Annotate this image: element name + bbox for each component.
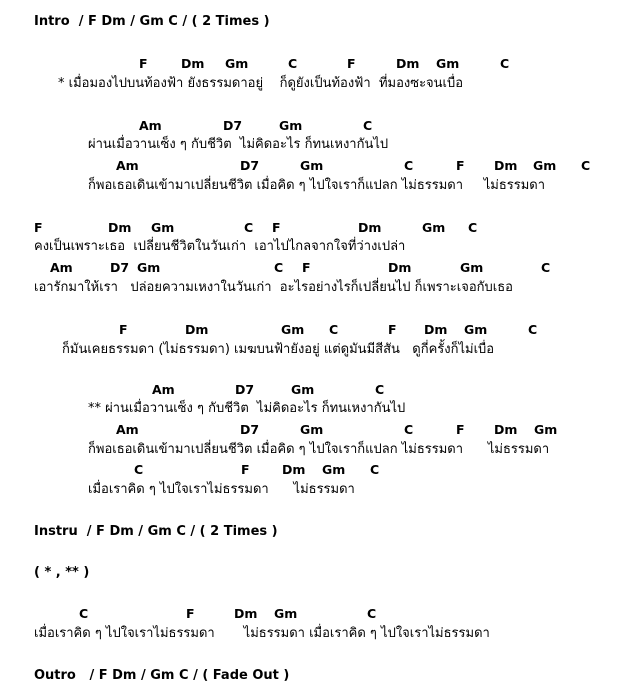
chord: F xyxy=(272,220,281,235)
chord: Gm xyxy=(137,260,161,275)
chord: C xyxy=(404,158,414,173)
chord: Gm xyxy=(300,158,324,173)
chord: Dm xyxy=(108,220,132,235)
chord: Gm xyxy=(225,56,249,71)
chord: Gm xyxy=(281,322,305,337)
chord: Dm xyxy=(234,606,258,621)
chord: C xyxy=(363,118,373,133)
verse1-lyric-1: * เมื่อมองไปบนท้องฟ้า ยังธรรมดาอยู่ ก็ดูยังเป็นท้องฟ้า ที่มองซะจนเบื่อ xyxy=(58,76,464,91)
chord: F xyxy=(302,260,311,275)
chord: Dm xyxy=(388,260,412,275)
chord: C xyxy=(134,462,144,477)
verse1-lyric-2: ผ่านเมื่อวานเซ็ง ๆ กับชีวิต ไม่คิดอะไร ก็ทนเหงากันไป xyxy=(88,137,389,152)
chord: C xyxy=(244,220,254,235)
verse2-lyric-3: เมื่อเราคิด ๆ ไปใจเราไม่ธรรมดา ไม่ธรรมดา xyxy=(88,482,355,497)
chord: Gm xyxy=(422,220,446,235)
chord: Gm xyxy=(533,158,557,173)
repeat-marker: ( * , ** ) xyxy=(34,565,90,580)
chord: C xyxy=(468,220,478,235)
chord: Gm xyxy=(279,118,303,133)
chord: F xyxy=(139,56,148,71)
chord: Dm xyxy=(358,220,382,235)
chord: D7 xyxy=(240,422,260,437)
chorus-lyric-2: เอารักมาให้เรา ปล่อยความเหงาในวันเก่า อะไรอย่างไรก็เปลี่ยนไป ก็เพราะเจอกับเธอ xyxy=(34,280,513,295)
verse1-lyric-3: ก็พอเธอเดินเข้ามาเปลี่ยนชีวิต เมื่อคิด ๆ ไปใจเราก็แปลก ไม่ธรรมดา ไม่ธรรมดา xyxy=(88,178,546,193)
chord: C xyxy=(274,260,284,275)
chord: F xyxy=(456,422,465,437)
verse2-lyric-2: ก็พอเธอเดินเข้ามาเปลี่ยนชีวิต เมื่อคิด ๆ ไปใจเราก็แปลก ไม่ธรรมดา ไม่ธรรมดา xyxy=(88,442,550,457)
chord: Dm xyxy=(181,56,205,71)
chord: Gm xyxy=(274,606,298,621)
chord: C xyxy=(528,322,538,337)
chord: D7 xyxy=(240,158,260,173)
chord: C xyxy=(288,56,298,71)
chord: C xyxy=(500,56,510,71)
chord: Gm xyxy=(322,462,346,477)
chord: Am xyxy=(116,422,139,437)
chord: C xyxy=(370,462,380,477)
chord: Gm xyxy=(460,260,484,275)
chord: C xyxy=(79,606,89,621)
chord: D7 xyxy=(110,260,130,275)
chord: Gm xyxy=(436,56,460,71)
ending-lyric: เมื่อเราคิด ๆ ไปใจเราไม่ธรรมดา ไม่ธรรมดา เมื่อเราคิด ๆ ไปใจเราไม่ธรรมดา xyxy=(34,626,490,641)
chord: C xyxy=(329,322,339,337)
chord: Am xyxy=(50,260,73,275)
chord: Am xyxy=(152,382,175,397)
chord: C xyxy=(404,422,414,437)
chord: F xyxy=(388,322,397,337)
chord: C xyxy=(375,382,385,397)
chord: Am xyxy=(139,118,162,133)
chord: Dm xyxy=(494,422,518,437)
chord: F xyxy=(456,158,465,173)
chord: Gm xyxy=(151,220,175,235)
chord: Gm xyxy=(464,322,488,337)
intro-line: Intro / F Dm / Gm C / ( 2 Times ) xyxy=(34,14,270,29)
chord: C xyxy=(541,260,551,275)
chord: Dm xyxy=(424,322,448,337)
chord: Dm xyxy=(282,462,306,477)
chord: Gm xyxy=(291,382,315,397)
chord: Dm xyxy=(396,56,420,71)
chord: Gm xyxy=(534,422,558,437)
instru-line: Instru / F Dm / Gm C / ( 2 Times ) xyxy=(34,524,278,539)
chord: Gm xyxy=(300,422,324,437)
chord: F xyxy=(241,462,250,477)
verse2-lyric-1: ** ผ่านเมื่อวานเซ็ง ๆ กับชีวิต ไม่คิดอะไร ก็ทนเหงากันไป xyxy=(88,401,406,416)
chord: Dm xyxy=(494,158,518,173)
chord: C xyxy=(581,158,591,173)
chord: F xyxy=(186,606,195,621)
chord: Dm xyxy=(185,322,209,337)
outro-line: Outro / F Dm / Gm C / ( Fade Out ) xyxy=(34,668,290,683)
chord: D7 xyxy=(223,118,243,133)
chord: D7 xyxy=(235,382,255,397)
chord: F xyxy=(347,56,356,71)
chord: C xyxy=(367,606,377,621)
chord: Am xyxy=(116,158,139,173)
chorus-lyric-3: ก็มันเคยธรรมดา (ไม่ธรรมดา) เมฆบนฟ้ายังอยู่ แต่ดูมันมีสีสัน ดูกี่ครั้งก็ไม่เบื่อ xyxy=(62,342,495,357)
chord: F xyxy=(34,220,43,235)
chorus-lyric-1: คงเป็นเพราะเธอ เปลี่ยนชีวิตในวันเก่า เอาไปไกลจากใจที่ว่างเปล่า xyxy=(34,239,406,254)
chord: F xyxy=(119,322,128,337)
